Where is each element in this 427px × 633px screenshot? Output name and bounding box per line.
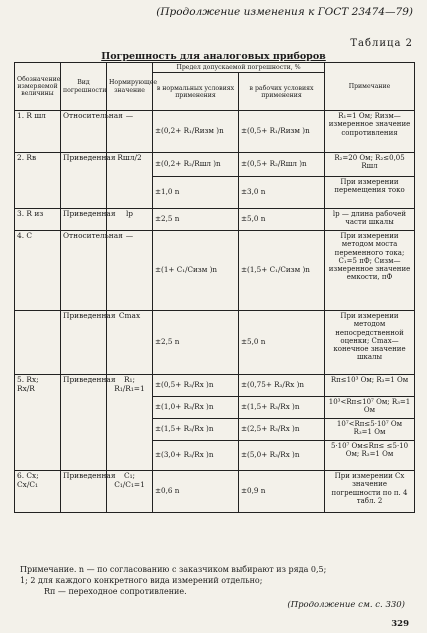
table-cell: — xyxy=(107,111,153,153)
table-cell: ±3,0 n xyxy=(239,177,325,209)
table-cell: Cmax xyxy=(107,311,153,375)
table-cell: Rп≤10³ Ом; R₃=1 Ом xyxy=(325,375,415,397)
table-cell: При измерении Cx значение погрешности по п. 4 табл. 2 xyxy=(325,471,415,513)
table-cell: ±0,9 n xyxy=(239,471,325,513)
table-cell: ±5,0 n xyxy=(239,209,325,231)
table-cell: ±(5,0+ R₃/Rx )n xyxy=(239,441,325,471)
table-cell xyxy=(15,311,61,375)
table-cell: 4. C xyxy=(15,231,61,311)
table-cell: Приведенная xyxy=(61,209,107,231)
table-cell: 10³<Rп≤10⁷ Ом; R₃=1 Ом xyxy=(325,397,415,419)
table-cell: ±(1,5+ C₁/Cизм )n xyxy=(239,231,325,311)
table-cell: ±(0,5+ R₁/Rизм )n xyxy=(239,111,325,153)
table-cell: При измерении методом моста переменного тока; C₁=5 пФ; Cизм—измеренное значение емкости, пФ xyxy=(325,231,415,311)
table-cell: ±(0,2+ R₂/Rшл )n xyxy=(153,153,239,177)
table-cell: Rшл/2 xyxy=(107,153,153,209)
header-normal: в нормальных условиях применения xyxy=(153,73,239,111)
table-cell: lр xyxy=(107,209,153,231)
table-cell: ±(1+ C₁/Cизм )n xyxy=(153,231,239,311)
table-cell: Относительная xyxy=(61,111,107,153)
table-cell: Относительная xyxy=(61,231,107,311)
error-table xyxy=(14,62,415,513)
table-cell: ±(1,5+ R₃/Rx )n xyxy=(239,397,325,419)
footnote xyxy=(20,565,420,597)
table-cell: Приведенная xyxy=(61,311,107,375)
page-number: 329 xyxy=(391,619,409,629)
table-cell: ±(1,5+ R₃/Rx )n xyxy=(153,419,239,441)
table-cell: ±1,0 n xyxy=(153,177,239,209)
table-cell: 2. Rв xyxy=(15,153,61,209)
continuation-header: (Продолжение изменения к ГОСТ 23474—79) xyxy=(156,6,413,18)
table-cell: R₁=1 Ом; Rизм—измеренное значение сопротивления xyxy=(325,111,415,153)
continuation-footer: (Продолжение см. с. 330) xyxy=(287,600,405,610)
table-cell: 1. R шл xyxy=(15,111,61,153)
footnote-line: 1; 2 для каждого конкретного вида измерений отдельно; xyxy=(20,575,263,585)
table-cell: 5. Rx; Rx/R xyxy=(15,375,61,471)
header-limit-group: Предел допускаемой погрешности, % xyxy=(153,63,325,73)
table-cell: ±(0,5+ R₂/Rшл )n xyxy=(239,153,325,177)
table-cell: ±(2,5+ R₃/Rx )n xyxy=(239,419,325,441)
table-cell: ±(0,2+ R₁/Rизм )n xyxy=(153,111,239,153)
header-designation: Обозначение измеряемой величины xyxy=(15,63,61,111)
table-cell: При измерении перемещения токо xyxy=(325,177,415,209)
table-cell: — xyxy=(107,231,153,311)
table-cell: C₁; C₁/C₁=1 xyxy=(107,471,153,513)
table-cell: ±2,5 n xyxy=(153,209,239,231)
table-cell: ±(0,75+ R₃/Rx )n xyxy=(239,375,325,397)
table-cell: ±5,0 n xyxy=(239,311,325,375)
table-cell: 5·10⁷ Ом≤Rп≤ ≤5·10 Ом; R₃=1 Ом xyxy=(325,441,415,471)
table-cell: 6. Cx; Cx/C₁ xyxy=(15,471,61,513)
table-cell: Приведенная xyxy=(61,471,107,513)
table-cell: lр — длина рабочей части шкалы xyxy=(325,209,415,231)
table-cell: ±(1,0+ R₃/Rx )n xyxy=(153,397,239,419)
table-cell: При измерении методом непосредственной оценки; Cmax—конечное значение шкалы xyxy=(325,311,415,375)
footnote-line: Примечание. n — по согласованию с заказчиком выбирают из ряда 0,5; xyxy=(20,565,327,574)
table-cell: R₁; R₁/R₁=1 xyxy=(107,375,153,471)
table-title: Погрешность для аналоговых приборов xyxy=(101,51,326,62)
table-cell: R₂=20 Ом; R₂≤0,05 Rшл xyxy=(325,153,415,177)
header-normalizing: Нормирующее значение xyxy=(107,63,153,111)
table-cell: ±0,6 n xyxy=(153,471,239,513)
table-cell: 10⁷<Rп≤5·10⁷ Ом R₃=1 Ом xyxy=(325,419,415,441)
table-cell: ±(3,0+ R₃/Rx )n xyxy=(153,441,239,471)
table-cell: ±2,5 n xyxy=(153,311,239,375)
header-note: Примечание xyxy=(325,63,415,111)
table-cell: Приведенная xyxy=(61,375,107,471)
table-cell: 3. R из xyxy=(15,209,61,231)
table-cell: ±(0,5+ R₃/Rx )n xyxy=(153,375,239,397)
table-number: Таблица 2 xyxy=(350,38,413,49)
header-working: в рабочих условиях применения xyxy=(239,73,325,111)
table-cell: Приведенная xyxy=(61,153,107,209)
footnote-line: Rп — переходное сопротивление. xyxy=(44,586,187,596)
header-error-type: Вид погрешности xyxy=(61,63,107,111)
